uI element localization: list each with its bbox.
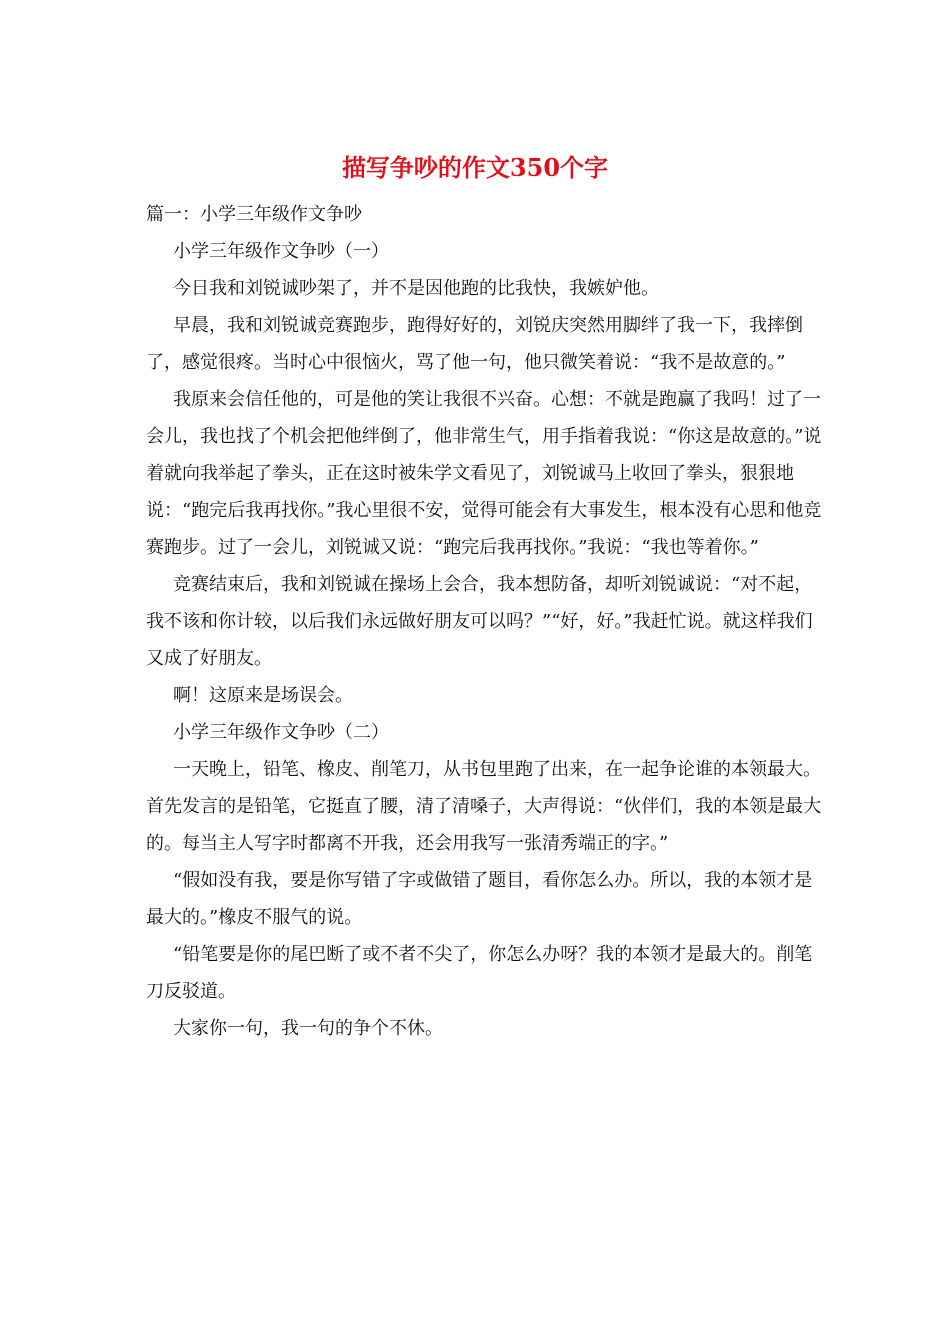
paragraph: 啊！这原来是场误会。 [173, 685, 353, 706]
paragraph: 小学三年级作文争吵（一） [173, 241, 389, 262]
paragraph: 早晨，我和刘锐诚竞赛跑步，跑得好好的，刘锐庆突然用脚绊了我一下，我摔倒了，感觉很疼。当时心中很恼火，骂了他一句，他只微笑着说：“我不是故意的。” [146, 315, 803, 373]
document-body [146, 196, 826, 1047]
paragraph: 小学三年级作文争吵（二） [173, 722, 389, 743]
paragraph: 竞赛结束后，我和刘锐诚在操场上会合，我本想防备，却听刘锐诚说：“对不起，我不该和你计较，以后我们永远做好朋友可以吗？”“好，好。”我赶忙说。就这样我们又成了好朋友。 [146, 574, 813, 669]
paragraph: “铅笔要是你的尾巴断了或不者不尖了，你怎么办呀？我的本领才是最大的。削笔刀反驳道。 [146, 944, 813, 1002]
paragraph: “假如没有我，要是你写错了字或做错了题目，看你怎么办。所以，我的本领才是最大的。”橡皮不服气的说。 [146, 870, 813, 928]
paragraph: 大家你一句，我一句的争个不休。 [173, 1018, 443, 1039]
document-title: 描写争吵的作文350个字 [341, 153, 609, 182]
paragraph: 今日我和刘锐诚吵架了，并不是因他跑的比我快，我嫉妒他。 [173, 278, 659, 299]
paragraph: 篇一：小学三年级作文争吵 [146, 204, 362, 225]
paragraph: 一天晚上，铅笔、橡皮、削笔刀，从书包里跑了出来，在一起争论谁的本领最大。首先发言的是铅笔，它挺直了腰，清了清嗓子，大声得说：“伙伴们，我的本领是最大的。每当主人写字时都离不开我，还会用我写一张清秀端正的字。” [146, 759, 822, 854]
paragraph: 我原来会信任他的，可是他的笑让我很不兴奋。心想：不就是跑赢了我吗！过了一会儿，我也找了个机会把他绊倒了，他非常生气，用手指着我说：“你这是故意的。”说着就向我举起了拳头，正在这时被朱学文看见了，刘锐诚马上收回了拳头，狠狠地说：“跑完后我再找你。”我心里很不安，觉得可能会有大事发生，根本没有心思和他竞赛跑步。过了一会儿，刘锐诚又说：“跑完后我再找你。”我说：“我也等着你。” [146, 389, 822, 558]
